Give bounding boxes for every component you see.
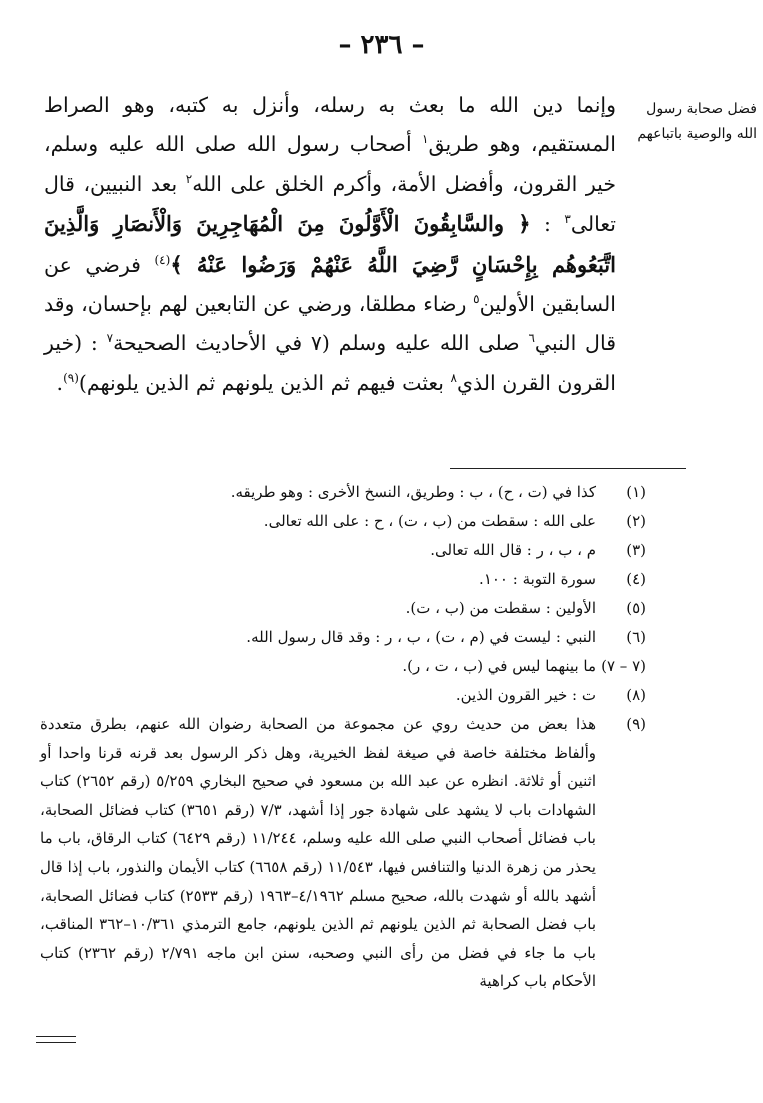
footnote-text: هذا بعض من حديث روي عن مجموعة من الصحابة رضوان الله عنهم، بطرق متعددة وألفاظ مختلفة خاصة في صيغة لفظ الخيرية، وهل ذكر الرسول بعد قرنه قرنا واحدا أو اثنين أو ثلاثة. انظره عن عبد الله بن مسعود في صحيح البخاري ٥/٢٥٩ (رقم ٢٦٥٢) كتاب الشهادات باب لا يشهد على شهادة جور إذا أشهد، ٧/٣ (رقم ٣٦٥١) كتاب فضائل الصحابة، باب فضائل أصحاب النبي صلى الله عليه وسلم، ١١/٢٤٤ (رقم ٦٤٢٩) كتاب الرقاق، باب ما يحذر من زهرة الدنيا والتنافس فيها، ١١/٥٤٣ (رقم ٦٦٥٨) كتاب الأيمان والنذور، باب إذا قال أشهد بالله أو شهدت بالله، صحيح مسلم ٤/١٩٦٢–١٩٦٣ (رقم ٢٥٣٣) كتاب فضائل الصحابة، باب فضل الصحابة ثم الذين يلونهم ثم الذين يلونهم، جامع الترمذي ١٠/٣٦١–٣٦٢ المناقب، باب ما جاء في فضل من رأى النبي وصحبه، سنن ابن ماجه ٢/٧٩١ (رقم ٢٣٦٢) كتاب الأحكام باب كراهية — [40, 715, 597, 991]
footnote-number: (٦) — [626, 628, 646, 646]
footnote-ref: ٥ — [473, 292, 480, 307]
footnote-item — [40, 536, 646, 565]
footnote-text: النبي : ليست في (م ، ت) ، ب ، ر : وقد قال رسول الله. — [246, 628, 596, 646]
footnote-ref: ٨ — [450, 371, 457, 386]
page-number: – ٢٣٦ – — [338, 30, 425, 60]
footnote-separator — [450, 468, 686, 469]
main-text — [44, 86, 616, 403]
footnote-item — [40, 565, 646, 594]
footnote-ref: (٤) — [154, 252, 171, 267]
main-text-segment: . — [56, 370, 64, 395]
quran-verse: ﴿ والسَّابِقُونَ الْأَوَّلُونَ مِنَ الْمُهَاجِرِينَ وَالْأَنصَارِ وَالَّذِينَ اتَّبَعُوهُم بِإِحْسَانٍ رَّضِيَ اللَّهُ عَنْهُمْ وَرَضُوا عَنْهُ ﴾ — [44, 211, 616, 277]
footnote-ref: ٦ — [528, 331, 535, 346]
main-text-segment: أصحاب رسول الله صلى الله عليه وسلم، خير القرون، وأفضل الأمة، وأكرم الخلق على الله — [44, 132, 617, 196]
footnote-number: (١) — [626, 483, 646, 501]
footnote-ref: (٩) — [63, 371, 79, 386]
footnote-text: كذا في (ت ، ح) ، ب : وطريق، النسخ الأخرى : وهو طريقه. — [230, 483, 596, 501]
footnote-text: ما بينهما ليس في (ب ، ت ، ر). — [402, 657, 596, 675]
footnote-item — [40, 478, 646, 507]
footnote-ref: ١ — [422, 132, 429, 147]
footnote-text: ت : خير القرون الذين. — [455, 686, 596, 704]
footnote-item — [40, 710, 646, 996]
footnote-number: (٤) — [626, 570, 646, 588]
footnote-number: (٧ – ٧) — [601, 657, 646, 675]
main-text-segment: : (خير القرون القرن الذي — [44, 331, 616, 395]
footnotes-list — [40, 478, 646, 996]
footnote-item — [40, 623, 646, 652]
footnote-item — [40, 507, 646, 536]
main-text-segment: بعثت فيهم ثم الذين يلونهم ثم الذين يلونهم) — [78, 370, 451, 395]
main-text-segment: رضاء مطلقا، ورضي عن التابعين لهم بإحسان، وقد قال النبي — [44, 292, 616, 356]
footnote-text: سورة التوبة : ١٠٠. — [479, 570, 596, 588]
footnote-ref: ٢ — [185, 171, 193, 186]
footnote-ref: ٧ — [106, 331, 114, 346]
footnote-text: م ، ب ، ر : قال الله تعالى. — [430, 541, 596, 559]
main-text-segment: بعد النبيين، قال تعالى — [44, 171, 616, 237]
page-end-double-rule — [36, 1036, 76, 1043]
footnote-item — [40, 594, 646, 623]
main-text-segment: وإنما دين الله ما بعث به رسله، وأنزل به كتبه، وهو الصراط المستقيم، وهو طريق — [44, 93, 616, 157]
footnote-number: (٥) — [626, 599, 646, 617]
main-text-segment: فرضي عن السابقين الأولين — [44, 252, 616, 317]
side-note: فضل صحابة رسول الله والوصية باتباعهم — [637, 101, 757, 142]
footnote-ref: ٣ — [564, 212, 571, 227]
footnote-number: (٨) — [626, 686, 646, 704]
footnote-number: (٣) — [626, 541, 646, 559]
main-text-segment: : — [530, 212, 565, 237]
footnote-number: (٩) — [626, 715, 646, 733]
footnote-item — [40, 681, 646, 710]
footnote-item — [40, 652, 646, 681]
main-text-segment: صلى الله عليه وسلم (٧ في الأحاديث الصحيحة — [113, 331, 529, 356]
footnote-text: على الله : سقطت من (ب ، ت) ، ح : على الله تعالى. — [263, 512, 596, 530]
footnote-number: (٢) — [626, 512, 646, 530]
footnote-text: الأولين : سقطت من (ب ، ت). — [405, 599, 596, 617]
